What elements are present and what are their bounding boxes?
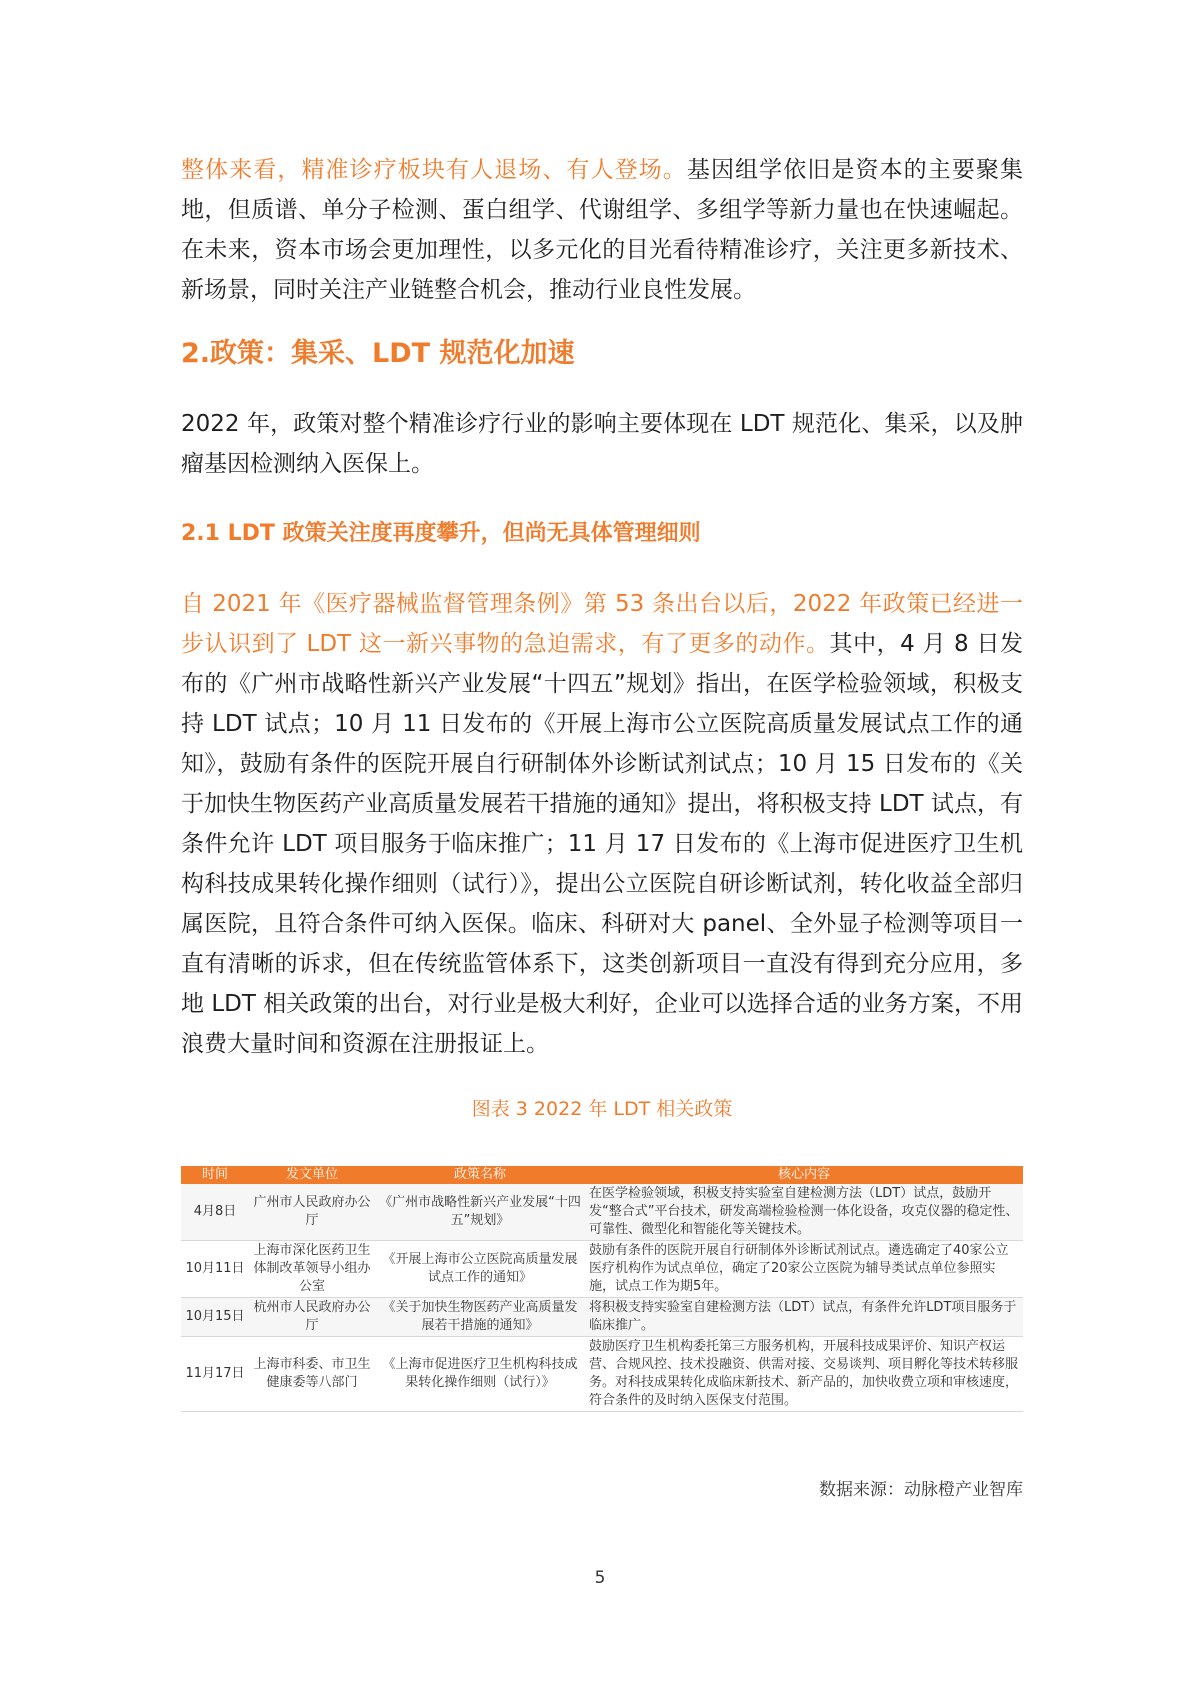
- table-row: [181, 1298, 1023, 1337]
- data-source: 数据来源：动脉橙产业智库: [819, 1480, 1023, 1500]
- cell-content: 鼓励有条件的医院开展自行研制体外诊断试剂试点。遴选确定了40家公立医疗机构作为试点单位，确定了20家公立医院为辅导类试点单位参照实施，试点工作为期5年。: [585, 1241, 1023, 1298]
- header-content: 核心内容: [585, 1166, 1023, 1184]
- table-row: [181, 1337, 1023, 1412]
- header-date: 时间: [181, 1166, 249, 1184]
- paragraph-policy-intro: 2022 年，政策对整个精准诊疗行业的影响主要体现在 LDT 规范化、集采，以及肿瘤基因检测纳入医保上。: [181, 411, 1023, 477]
- cell-date: 11月17日: [181, 1337, 249, 1412]
- policy-table: [181, 1166, 1023, 1412]
- table-header-row: [181, 1166, 1023, 1184]
- cell-policy: 《开展上海市公立医院高质量发展试点工作的通知》: [375, 1241, 585, 1298]
- section-heading: 2.政策：集采、LDT 规范化加速: [181, 338, 575, 369]
- paragraph-ldt: [181, 584, 1023, 1064]
- cell-policy: 《关于加快生物医药产业高质量发展若干措施的通知》: [375, 1298, 585, 1337]
- cell-date: 10月11日: [181, 1241, 249, 1298]
- cell-issuer: 上海市科委、市卫生健康委等八部门: [249, 1337, 375, 1412]
- cell-date: 4月8日: [181, 1184, 249, 1241]
- cell-content: 将积极支持实验室自建检测方法（LDT）试点，有条件允许LDT项目服务于临床推广。: [585, 1298, 1023, 1337]
- cell-issuer: 杭州市人民政府办公厅: [249, 1298, 375, 1337]
- table-row: [181, 1241, 1023, 1298]
- header-policy: 政策名称: [375, 1166, 585, 1184]
- subsection-heading: 2.1 LDT 政策关注度再度攀升，但尚无具体管理细则: [181, 521, 701, 546]
- cell-content: 在医学检验领域，积极支持实验室自建检测方法（LDT）试点，鼓励开发“整合式”平台技术，研发高端检验检测一体化设备，攻克仪器的稳定性、可靠性、微型化和智能化等关键技术。: [585, 1184, 1023, 1241]
- summary-highlight: 整体来看，精准诊疗板块有人退场、有人登场。: [181, 157, 687, 183]
- cell-date: 10月15日: [181, 1298, 249, 1337]
- figure-caption: 图表 3 2022 年 LDT 相关政策: [471, 1098, 733, 1120]
- cell-policy: 《广州市战略性新兴产业发展“十四五”规划》: [375, 1184, 585, 1241]
- table-row: [181, 1184, 1023, 1241]
- cell-issuer: 上海市深化医药卫生体制改革领导小组办公室: [249, 1241, 375, 1298]
- cell-policy: 《上海市促进医疗卫生机构科技成果转化操作细则（试行）》: [375, 1337, 585, 1412]
- ldt-highlight: 自 2021 年《医疗器械监督管理条例》第 53 条出台以后，2022 年政策已经进一步认识到了 LDT 这一新兴事物的急迫需求，有了更多的动作。: [181, 591, 1023, 657]
- page-number: 5: [594, 1568, 606, 1588]
- cell-issuer: 广州市人民政府办公厅: [249, 1184, 375, 1241]
- cell-content: 鼓励医疗卫生机构委托第三方服务机构，开展科技成果评价、知识产权运营、合规风控、技术投融资、供需对接、交易谈判、项目孵化等技术转移服务。对科技成果转化成临床新技术、新产品的，加快收费立项和审核速度，符合条件的及时纳入医保支付范围。: [585, 1337, 1023, 1412]
- ldt-text: 其中，4 月 8 日发布的《广州市战略性新兴产业发展“十四五”规划》指出，在医学检验领域，积极支持 LDT 试点；10 月 11 日发布的《开展上海市公立医院高质量发展试点工作的通知》，鼓励有条件的医院开展自行研制体外诊断试剂试点；10 月 15 日发布的《关于加快生物医药产业高质量发展若干措施的通知》提出，将积极支持 LDT 试点，有条件允许 LDT 项目服务于临床推广；11 月 17 日发布的《上海市促进医疗卫生机构科技成果转化操作细则（试行）》，提出公立医院自研诊断试剂，转化收益全部归属医院，且符合条件可纳入医保。临床、科研对大 panel、全外显子检测等项目一直有清晰的诉求，但在传统监管体系下，这类创新项目一直没有得到充分应用，多地 LDT 相关政策的出台，对行业是极大利好，企业可以选择合适的业务方案，不用浪费大量时间和资源在注册报证上。: [181, 631, 1023, 1057]
- header-issuer: 发文单位: [249, 1166, 375, 1184]
- paragraph-summary: [181, 150, 1023, 310]
- summary-text: 基因组学依旧是资本的主要聚集地，但质谱、单分子检测、蛋白组学、代谢组学、多组学等新力量也在快速崛起。在未来，资本市场会更加理性，以多元化的目光看待精准诊疗，关注更多新技术、新场景，同时关注产业链整合机会，推动行业良性发展。: [181, 157, 1024, 303]
